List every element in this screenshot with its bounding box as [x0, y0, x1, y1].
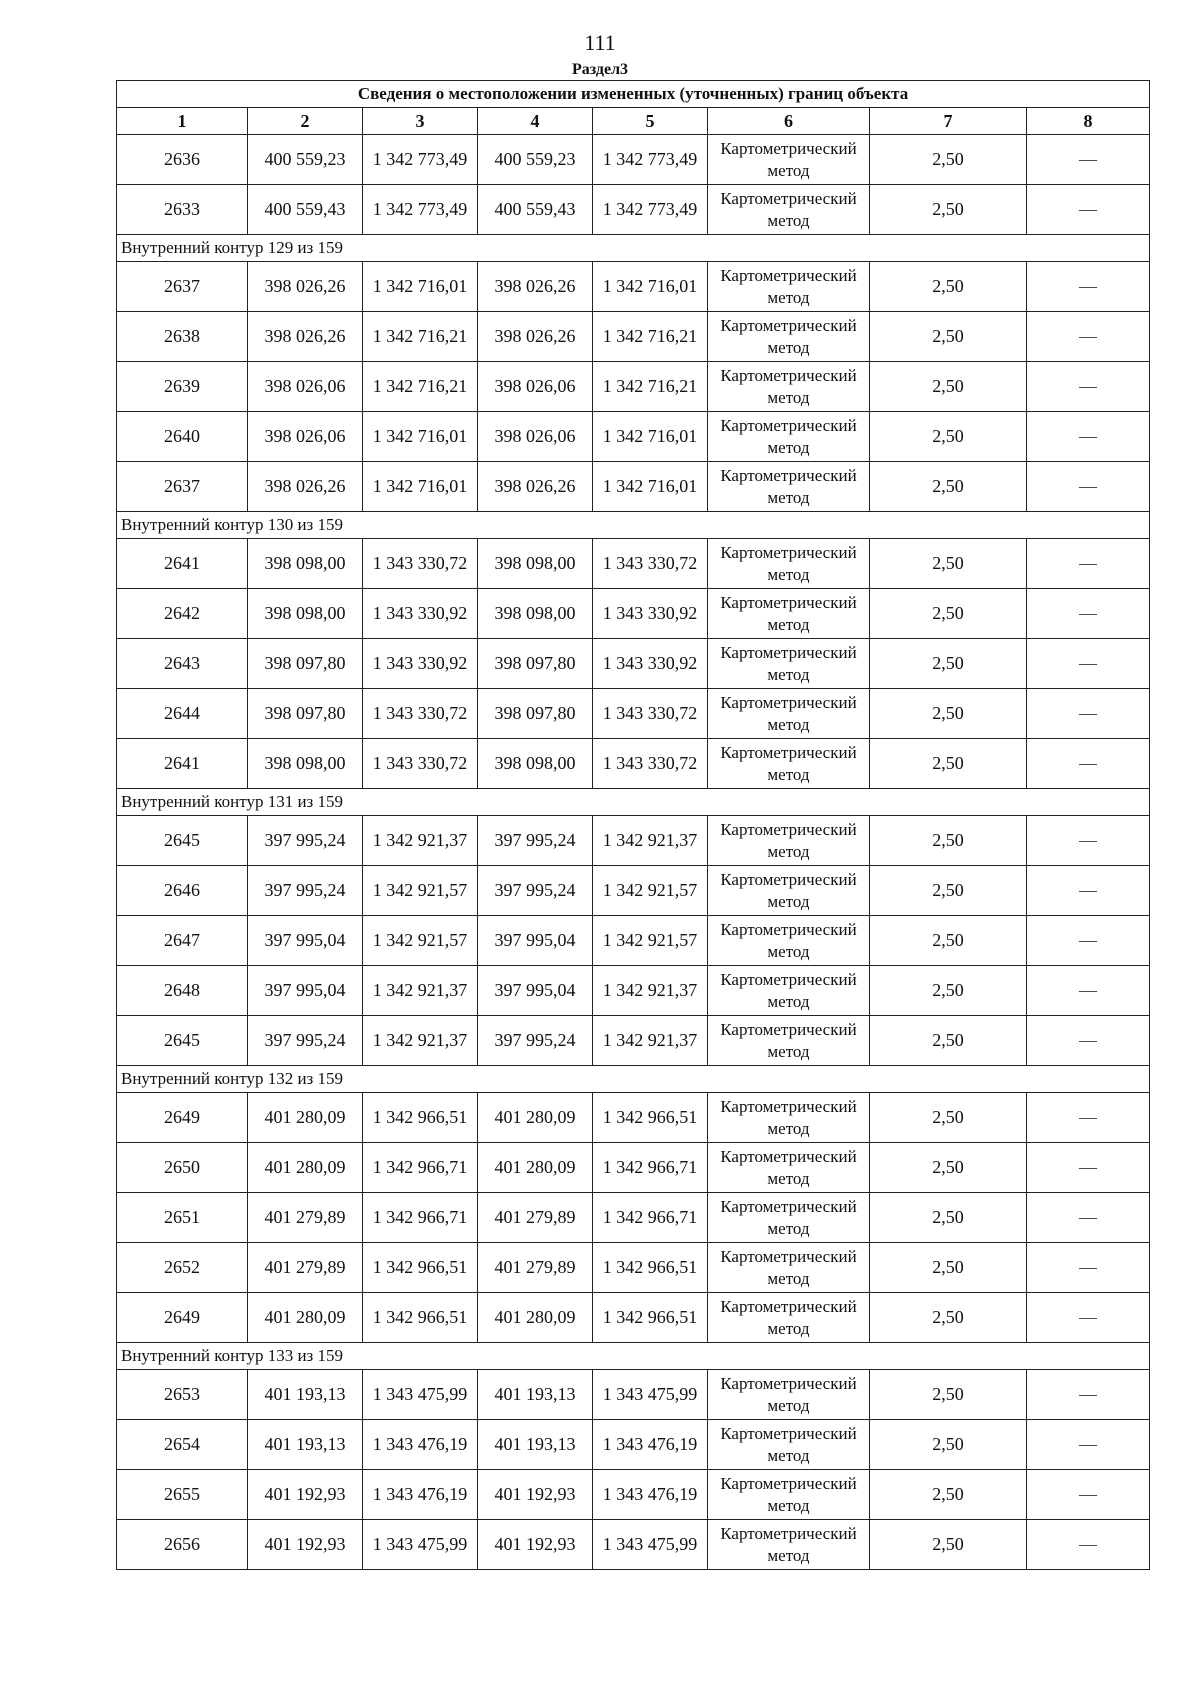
y-refined-cell: 1 343 476,19 — [593, 1420, 708, 1470]
table-row — [117, 739, 1150, 789]
y-refined-cell: 1 342 773,49 — [593, 185, 708, 235]
note-cell: — — [1027, 312, 1150, 362]
method-cell: Картометрический метод — [708, 1520, 870, 1570]
column-number: 4 — [478, 108, 593, 135]
y-existing-cell: 1 342 716,21 — [363, 362, 478, 412]
y-refined-cell: 1 342 716,01 — [593, 412, 708, 462]
y-refined-cell: 1 342 716,21 — [593, 362, 708, 412]
point-number-cell: 2642 — [117, 589, 248, 639]
accuracy-cell: 2,50 — [870, 739, 1027, 789]
column-number: 1 — [117, 108, 248, 135]
column-number-row — [117, 108, 1150, 135]
y-existing-cell: 1 343 330,92 — [363, 589, 478, 639]
note-cell: — — [1027, 1293, 1150, 1343]
accuracy-cell: 2,50 — [870, 639, 1027, 689]
note-cell: — — [1027, 539, 1150, 589]
table-row — [117, 1193, 1150, 1243]
x-refined-cell: 398 097,80 — [478, 639, 593, 689]
y-refined-cell: 1 342 921,57 — [593, 866, 708, 916]
column-number: 7 — [870, 108, 1027, 135]
table-row — [117, 1293, 1150, 1343]
x-refined-cell: 398 098,00 — [478, 589, 593, 639]
method-cell: Картометрический метод — [708, 135, 870, 185]
y-existing-cell: 1 342 921,37 — [363, 966, 478, 1016]
contour-heading: Внутренний контур 130 из 159 — [117, 512, 1150, 539]
y-refined-cell: 1 342 921,37 — [593, 966, 708, 1016]
x-existing-cell: 401 280,09 — [248, 1093, 363, 1143]
column-number: 6 — [708, 108, 870, 135]
method-cell: Картометрический метод — [708, 966, 870, 1016]
point-number-cell: 2638 — [117, 312, 248, 362]
y-existing-cell: 1 342 966,51 — [363, 1243, 478, 1293]
method-cell: Картометрический метод — [708, 639, 870, 689]
accuracy-cell: 2,50 — [870, 462, 1027, 512]
point-number-cell: 2636 — [117, 135, 248, 185]
table-row — [117, 412, 1150, 462]
y-existing-cell: 1 343 476,19 — [363, 1470, 478, 1520]
x-existing-cell: 398 098,00 — [248, 589, 363, 639]
method-cell: Картометрический метод — [708, 866, 870, 916]
method-cell: Картометрический метод — [708, 262, 870, 312]
accuracy-cell: 2,50 — [870, 816, 1027, 866]
table-row — [117, 1093, 1150, 1143]
y-existing-cell: 1 342 921,57 — [363, 916, 478, 966]
note-cell: — — [1027, 135, 1150, 185]
x-existing-cell: 398 026,26 — [248, 312, 363, 362]
point-number-cell: 2648 — [117, 966, 248, 1016]
table-row — [117, 1470, 1150, 1520]
table-row — [117, 966, 1150, 1016]
method-cell: Картометрический метод — [708, 462, 870, 512]
point-number-cell: 2656 — [117, 1520, 248, 1570]
y-refined-cell: 1 342 921,57 — [593, 916, 708, 966]
accuracy-cell: 2,50 — [870, 362, 1027, 412]
x-existing-cell: 401 192,93 — [248, 1520, 363, 1570]
accuracy-cell: 2,50 — [870, 1143, 1027, 1193]
y-refined-cell: 1 343 330,72 — [593, 539, 708, 589]
x-refined-cell: 398 098,00 — [478, 739, 593, 789]
method-cell: Картометрический метод — [708, 1016, 870, 1066]
x-refined-cell: 401 280,09 — [478, 1143, 593, 1193]
y-refined-cell: 1 343 330,92 — [593, 589, 708, 639]
accuracy-cell: 2,50 — [870, 312, 1027, 362]
point-number-cell: 2637 — [117, 262, 248, 312]
x-refined-cell: 401 192,93 — [478, 1470, 593, 1520]
accuracy-cell: 2,50 — [870, 185, 1027, 235]
x-refined-cell: 397 995,04 — [478, 966, 593, 1016]
note-cell: — — [1027, 689, 1150, 739]
note-cell: — — [1027, 185, 1150, 235]
point-number-cell: 2652 — [117, 1243, 248, 1293]
y-refined-cell: 1 342 966,51 — [593, 1093, 708, 1143]
x-existing-cell: 397 995,04 — [248, 966, 363, 1016]
x-existing-cell: 401 279,89 — [248, 1193, 363, 1243]
accuracy-cell: 2,50 — [870, 1243, 1027, 1293]
x-existing-cell: 401 192,93 — [248, 1470, 363, 1520]
point-number-cell: 2654 — [117, 1420, 248, 1470]
x-refined-cell: 398 026,06 — [478, 412, 593, 462]
y-refined-cell: 1 342 716,01 — [593, 462, 708, 512]
x-refined-cell: 397 995,24 — [478, 816, 593, 866]
point-number-cell: 2646 — [117, 866, 248, 916]
x-existing-cell: 398 098,00 — [248, 739, 363, 789]
method-cell: Картометрический метод — [708, 1193, 870, 1243]
x-existing-cell: 397 995,04 — [248, 916, 363, 966]
point-number-cell: 2655 — [117, 1470, 248, 1520]
contour-heading: Внутренний контур 133 из 159 — [117, 1343, 1150, 1370]
note-cell: — — [1027, 262, 1150, 312]
table-row — [117, 312, 1150, 362]
x-existing-cell: 397 995,24 — [248, 816, 363, 866]
y-refined-cell: 1 342 716,01 — [593, 262, 708, 312]
note-cell: — — [1027, 866, 1150, 916]
x-existing-cell: 401 193,13 — [248, 1420, 363, 1470]
y-refined-cell: 1 343 475,99 — [593, 1520, 708, 1570]
x-refined-cell: 398 026,26 — [478, 262, 593, 312]
note-cell: — — [1027, 1470, 1150, 1520]
method-cell: Картометрический метод — [708, 539, 870, 589]
point-number-cell: 2641 — [117, 539, 248, 589]
table-body — [117, 81, 1150, 1570]
y-existing-cell: 1 342 716,01 — [363, 412, 478, 462]
table-row — [117, 589, 1150, 639]
method-cell: Картометрический метод — [708, 1470, 870, 1520]
accuracy-cell: 2,50 — [870, 262, 1027, 312]
y-existing-cell: 1 342 773,49 — [363, 185, 478, 235]
y-existing-cell: 1 342 921,37 — [363, 816, 478, 866]
x-refined-cell: 398 026,26 — [478, 312, 593, 362]
x-existing-cell: 401 279,89 — [248, 1243, 363, 1293]
accuracy-cell: 2,50 — [870, 539, 1027, 589]
method-cell: Картометрический метод — [708, 1093, 870, 1143]
accuracy-cell: 2,50 — [870, 589, 1027, 639]
x-existing-cell: 398 097,80 — [248, 639, 363, 689]
method-cell: Картометрический метод — [708, 1293, 870, 1343]
method-cell: Картометрический метод — [708, 689, 870, 739]
point-number-cell: 2633 — [117, 185, 248, 235]
note-cell: — — [1027, 1143, 1150, 1193]
section-title: Раздел3 — [571, 61, 629, 78]
x-refined-cell: 400 559,23 — [478, 135, 593, 185]
x-refined-cell: 397 995,24 — [478, 866, 593, 916]
x-refined-cell: 401 279,89 — [478, 1193, 593, 1243]
y-existing-cell: 1 343 475,99 — [363, 1370, 478, 1420]
table-row — [117, 262, 1150, 312]
note-cell: — — [1027, 1193, 1150, 1243]
table-caption: Сведения о местоположении измененных (уточненных) границ объекта — [117, 81, 1150, 108]
method-cell: Картометрический метод — [708, 1143, 870, 1193]
x-refined-cell: 401 280,09 — [478, 1093, 593, 1143]
accuracy-cell: 2,50 — [870, 866, 1027, 916]
note-cell: — — [1027, 816, 1150, 866]
x-existing-cell: 398 026,26 — [248, 262, 363, 312]
coordinates-table — [116, 80, 1150, 1570]
x-refined-cell: 400 559,43 — [478, 185, 593, 235]
x-existing-cell: 398 097,80 — [248, 689, 363, 739]
y-refined-cell: 1 342 716,21 — [593, 312, 708, 362]
point-number-cell: 2645 — [117, 816, 248, 866]
note-cell: — — [1027, 589, 1150, 639]
y-existing-cell: 1 343 476,19 — [363, 1420, 478, 1470]
x-refined-cell: 398 026,26 — [478, 462, 593, 512]
note-cell: — — [1027, 1520, 1150, 1570]
table-row — [117, 1370, 1150, 1420]
x-existing-cell: 397 995,24 — [248, 866, 363, 916]
x-refined-cell: 401 193,13 — [478, 1370, 593, 1420]
x-refined-cell: 397 995,24 — [478, 1016, 593, 1066]
column-number: 3 — [363, 108, 478, 135]
y-existing-cell: 1 343 330,92 — [363, 639, 478, 689]
note-cell: — — [1027, 639, 1150, 689]
note-cell: — — [1027, 1016, 1150, 1066]
point-number-cell: 2647 — [117, 916, 248, 966]
table-row — [117, 689, 1150, 739]
y-refined-cell: 1 342 966,51 — [593, 1293, 708, 1343]
x-existing-cell: 400 559,43 — [248, 185, 363, 235]
method-cell: Картометрический метод — [708, 362, 870, 412]
y-refined-cell: 1 342 921,37 — [593, 1016, 708, 1066]
y-refined-cell: 1 342 773,49 — [593, 135, 708, 185]
point-number-cell: 2649 — [117, 1093, 248, 1143]
method-cell: Картометрический метод — [708, 589, 870, 639]
page-number: 111 — [584, 30, 616, 55]
note-cell: — — [1027, 739, 1150, 789]
point-number-cell: 2643 — [117, 639, 248, 689]
method-cell: Картометрический метод — [708, 185, 870, 235]
x-existing-cell: 398 026,06 — [248, 412, 363, 462]
accuracy-cell: 2,50 — [870, 1093, 1027, 1143]
contour-heading-row — [117, 789, 1150, 816]
point-number-cell: 2649 — [117, 1293, 248, 1343]
y-existing-cell: 1 342 966,51 — [363, 1293, 478, 1343]
contour-heading: Внутренний контур 131 из 159 — [117, 789, 1150, 816]
x-refined-cell: 397 995,04 — [478, 916, 593, 966]
table-row — [117, 1143, 1150, 1193]
accuracy-cell: 2,50 — [870, 916, 1027, 966]
method-cell: Картометрический метод — [708, 739, 870, 789]
y-existing-cell: 1 342 921,57 — [363, 866, 478, 916]
x-existing-cell: 400 559,23 — [248, 135, 363, 185]
y-existing-cell: 1 343 330,72 — [363, 539, 478, 589]
x-existing-cell: 401 193,13 — [248, 1370, 363, 1420]
accuracy-cell: 2,50 — [870, 135, 1027, 185]
x-existing-cell: 401 280,09 — [248, 1293, 363, 1343]
note-cell: — — [1027, 412, 1150, 462]
y-refined-cell: 1 342 921,37 — [593, 816, 708, 866]
table-row — [117, 185, 1150, 235]
note-cell: — — [1027, 1370, 1150, 1420]
y-refined-cell: 1 342 966,71 — [593, 1143, 708, 1193]
method-cell: Картометрический метод — [708, 816, 870, 866]
point-number-cell: 2640 — [117, 412, 248, 462]
y-refined-cell: 1 343 476,19 — [593, 1470, 708, 1520]
accuracy-cell: 2,50 — [870, 1520, 1027, 1570]
accuracy-cell: 2,50 — [870, 412, 1027, 462]
y-refined-cell: 1 342 966,51 — [593, 1243, 708, 1293]
table-row — [117, 639, 1150, 689]
x-refined-cell: 398 097,80 — [478, 689, 593, 739]
x-existing-cell: 398 098,00 — [248, 539, 363, 589]
y-existing-cell: 1 343 330,72 — [363, 689, 478, 739]
x-existing-cell: 397 995,24 — [248, 1016, 363, 1066]
y-existing-cell: 1 342 716,01 — [363, 262, 478, 312]
contour-heading-row — [117, 235, 1150, 262]
y-refined-cell: 1 343 330,72 — [593, 689, 708, 739]
table-row — [117, 916, 1150, 966]
y-refined-cell: 1 343 330,92 — [593, 639, 708, 689]
point-number-cell: 2644 — [117, 689, 248, 739]
y-existing-cell: 1 343 330,72 — [363, 739, 478, 789]
method-cell: Картометрический метод — [708, 1243, 870, 1293]
contour-heading: Внутренний контур 129 из 159 — [117, 235, 1150, 262]
y-existing-cell: 1 342 966,71 — [363, 1143, 478, 1193]
point-number-cell: 2641 — [117, 739, 248, 789]
y-existing-cell: 1 342 716,21 — [363, 312, 478, 362]
y-refined-cell: 1 342 966,71 — [593, 1193, 708, 1243]
x-refined-cell: 401 280,09 — [478, 1293, 593, 1343]
note-cell: — — [1027, 1420, 1150, 1470]
x-refined-cell: 398 026,06 — [478, 362, 593, 412]
y-refined-cell: 1 343 330,72 — [593, 739, 708, 789]
x-existing-cell: 401 280,09 — [248, 1143, 363, 1193]
note-cell: — — [1027, 462, 1150, 512]
accuracy-cell: 2,50 — [870, 1470, 1027, 1520]
table-row — [117, 362, 1150, 412]
table-row — [117, 1243, 1150, 1293]
method-cell: Картометрический метод — [708, 1420, 870, 1470]
point-number-cell: 2650 — [117, 1143, 248, 1193]
method-cell: Картометрический метод — [708, 916, 870, 966]
column-number: 5 — [593, 108, 708, 135]
y-existing-cell: 1 342 773,49 — [363, 135, 478, 185]
contour-heading-row — [117, 1066, 1150, 1093]
point-number-cell: 2651 — [117, 1193, 248, 1243]
x-refined-cell: 401 192,93 — [478, 1520, 593, 1570]
x-existing-cell: 398 026,06 — [248, 362, 363, 412]
method-cell: Картометрический метод — [708, 1370, 870, 1420]
y-existing-cell: 1 342 966,71 — [363, 1193, 478, 1243]
table-row — [117, 866, 1150, 916]
contour-heading: Внутренний контур 132 из 159 — [117, 1066, 1150, 1093]
table-row — [117, 135, 1150, 185]
x-existing-cell: 398 026,26 — [248, 462, 363, 512]
y-existing-cell: 1 342 966,51 — [363, 1093, 478, 1143]
x-refined-cell: 401 279,89 — [478, 1243, 593, 1293]
contour-heading-row — [117, 1343, 1150, 1370]
table-row — [117, 1520, 1150, 1570]
table-row — [117, 816, 1150, 866]
contour-heading-row — [117, 512, 1150, 539]
accuracy-cell: 2,50 — [870, 1370, 1027, 1420]
point-number-cell: 2637 — [117, 462, 248, 512]
accuracy-cell: 2,50 — [870, 1420, 1027, 1470]
y-existing-cell: 1 342 716,01 — [363, 462, 478, 512]
point-number-cell: 2639 — [117, 362, 248, 412]
y-existing-cell: 1 343 475,99 — [363, 1520, 478, 1570]
table-row — [117, 462, 1150, 512]
table-row — [117, 1420, 1150, 1470]
column-number: 2 — [248, 108, 363, 135]
note-cell: — — [1027, 1243, 1150, 1293]
note-cell: — — [1027, 966, 1150, 1016]
x-refined-cell: 398 098,00 — [478, 539, 593, 589]
point-number-cell: 2645 — [117, 1016, 248, 1066]
table-caption-row — [117, 81, 1150, 108]
accuracy-cell: 2,50 — [870, 966, 1027, 1016]
table-row — [117, 1016, 1150, 1066]
accuracy-cell: 2,50 — [870, 1293, 1027, 1343]
column-number: 8 — [1027, 108, 1150, 135]
method-cell: Картометрический метод — [708, 412, 870, 462]
accuracy-cell: 2,50 — [870, 689, 1027, 739]
accuracy-cell: 2,50 — [870, 1016, 1027, 1066]
point-number-cell: 2653 — [117, 1370, 248, 1420]
y-existing-cell: 1 342 921,37 — [363, 1016, 478, 1066]
table-row — [117, 539, 1150, 589]
x-refined-cell: 401 193,13 — [478, 1420, 593, 1470]
method-cell: Картометрический метод — [708, 312, 870, 362]
note-cell: — — [1027, 1093, 1150, 1143]
note-cell: — — [1027, 916, 1150, 966]
accuracy-cell: 2,50 — [870, 1193, 1027, 1243]
note-cell: — — [1027, 362, 1150, 412]
y-refined-cell: 1 343 475,99 — [593, 1370, 708, 1420]
